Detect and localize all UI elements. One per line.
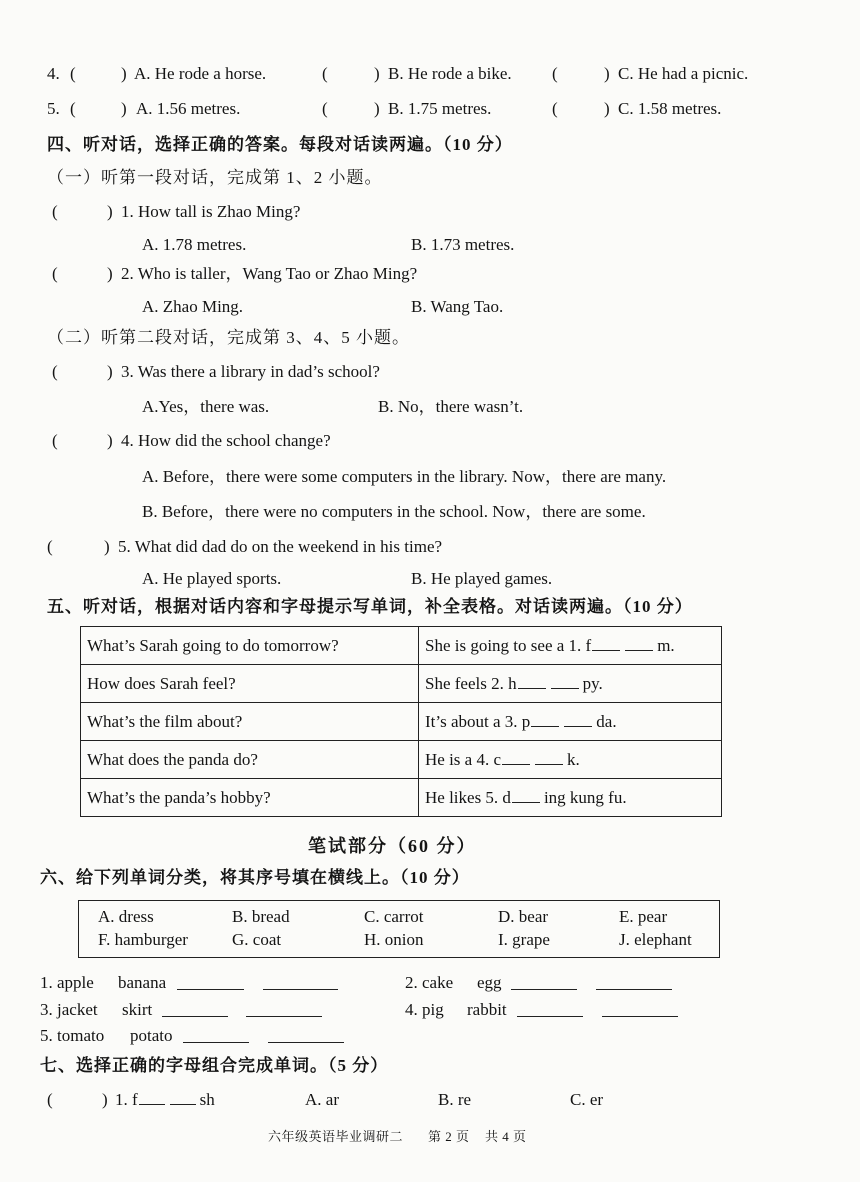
table-question: What’s the film about? (81, 703, 419, 741)
answer-bracket-close: ) (107, 264, 113, 283)
answer-bracket-close: ) (604, 64, 610, 83)
table-question: What’s Sarah going to do tomorrow? (81, 627, 419, 665)
table-row (81, 627, 722, 665)
question-3-options (0, 397, 860, 419)
question-1-options (0, 235, 860, 257)
group-word: banana (118, 973, 167, 992)
letter-blank (512, 788, 540, 803)
answer-suffix: m. (657, 635, 675, 655)
table-row (81, 741, 722, 779)
listening-item-4 (0, 64, 860, 86)
answer-line (602, 1000, 678, 1017)
word-bank-item: F. hamburger (98, 930, 188, 949)
option-a: A. Before，there were some computers in the library. Now，there are many. (142, 467, 667, 486)
option-b: B. re (438, 1090, 472, 1109)
answer-prefix: It’s about a 3. p (425, 711, 531, 731)
section-heading-4: 四、听对话，选择正确的答案。每段对话读两遍。（10 分） (47, 135, 513, 154)
classify-line-1 (0, 973, 860, 995)
letter-blank (518, 674, 546, 689)
option-a: A. ar (305, 1090, 339, 1109)
word-bank-item: B. bread (232, 907, 290, 926)
group-word: rabbit (467, 1000, 507, 1019)
word-bank-item: D. bear (498, 907, 549, 926)
footer-exam-title: 六年级英语毕业调研二 (268, 1129, 404, 1144)
answer-suffix: k. (567, 749, 580, 769)
answer-line (177, 973, 244, 990)
answer-line (596, 973, 672, 990)
word-bank-item: A. dress (98, 907, 154, 926)
item-number: 5. (47, 99, 60, 118)
answer-bracket-close: ) (107, 202, 113, 221)
answer-line (183, 1026, 249, 1043)
group-label: 4. pig (405, 1000, 444, 1019)
group-label: 5. tomato (40, 1026, 105, 1045)
option-a: A. Zhao Ming. (142, 297, 244, 316)
answer-bracket-close: ) (121, 99, 127, 118)
question-4 (0, 431, 860, 453)
answer-line (517, 1000, 583, 1017)
option-c: C. er (570, 1090, 604, 1109)
option-b: B. 1.73 metres. (411, 235, 515, 254)
answer-line (268, 1026, 344, 1043)
answer-suffix: py. (582, 673, 603, 693)
option-b: B. 1.75 metres. (388, 99, 492, 118)
word-bank-item: H. onion (364, 930, 424, 949)
written-part-title: 笔试部分（60 分） (308, 836, 477, 856)
answer-bracket-open: ( (52, 202, 58, 221)
word-bank (78, 900, 720, 958)
option-b: B. No，there wasn’t. (378, 397, 524, 416)
question-text: 5. What did dad do on the weekend in his time? (118, 537, 443, 556)
letter-blank (535, 750, 563, 765)
letter-question-1 (0, 1090, 860, 1112)
option-a: A. 1.78 metres. (142, 235, 247, 254)
table-question: What’s the panda’s hobby? (81, 779, 419, 817)
section-heading-6: 六、给下列单词分类，将其序号填在横线上。（10 分） (40, 868, 470, 887)
answer-bracket-open: ( (47, 537, 53, 556)
answer-bracket-open: ( (52, 431, 58, 450)
option-b: B. He played games. (411, 569, 553, 588)
classify-line-2 (0, 1000, 860, 1022)
letter-blank (592, 636, 620, 651)
section-heading-7: 七、选择正确的字母组合完成单词。（5 分） (40, 1056, 389, 1075)
option-a: A. He played sports. (142, 569, 282, 588)
table-answer (419, 627, 722, 665)
answer-bracket-open: ( (322, 64, 328, 83)
table-row (81, 665, 722, 703)
answer-bracket-close: ) (107, 431, 113, 450)
table-row (81, 703, 722, 741)
dialogue-table (80, 626, 722, 817)
group-label: 3. jacket (40, 1000, 98, 1019)
answer-bracket-open: ( (552, 64, 558, 83)
option-a: A.Yes，there was. (142, 397, 270, 416)
footer-page-number: 第 2 页 (428, 1129, 470, 1144)
answer-prefix: He is a 4. c (425, 749, 502, 769)
answer-prefix: She feels 2. h (425, 673, 517, 693)
question-4-option-a (0, 467, 860, 489)
answer-bracket-close: ) (102, 1090, 108, 1109)
table-answer (419, 741, 722, 779)
question-1 (0, 202, 860, 224)
answer-suffix: da. (596, 711, 617, 731)
answer-bracket-close: ) (604, 99, 610, 118)
question-4-option-b (0, 502, 860, 524)
answer-bracket-open: ( (52, 264, 58, 283)
answer-line (263, 973, 338, 990)
letter-blanks (517, 674, 583, 693)
puzzle-suffix: sh (199, 1090, 215, 1109)
letter-blank (502, 750, 530, 765)
listening-item-5 (0, 99, 860, 121)
option-a: A. 1.56 metres. (136, 99, 241, 118)
letter-blanks (511, 788, 544, 807)
group-word: egg (477, 973, 502, 992)
letter-blank (531, 712, 559, 727)
letter-blank (564, 712, 592, 727)
word-bank-item: J. elephant (619, 930, 692, 949)
answer-bracket-close: ) (374, 99, 380, 118)
question-2 (0, 264, 860, 286)
answer-bracket-open: ( (52, 362, 58, 381)
table-answer (419, 703, 722, 741)
footer-page-total: 共 4 页 (485, 1129, 527, 1144)
option-b: B. Wang Tao. (411, 297, 504, 316)
letter-blanks (530, 712, 596, 731)
word-bank-item: I. grape (498, 930, 550, 949)
answer-suffix: ing kung fu. (543, 787, 627, 807)
answer-bracket-open: ( (70, 99, 76, 118)
question-5-options (0, 569, 860, 591)
answer-line (511, 973, 577, 990)
word-bank-item: G. coat (232, 930, 282, 949)
answer-prefix: He likes 5. d (425, 787, 511, 807)
table-question: What does the panda do? (81, 741, 419, 779)
letter-blank (551, 674, 579, 689)
answer-bracket-close: ) (374, 64, 380, 83)
group-instruction-1: （一）听第一段对话，完成第 1、2 小题。 (47, 168, 383, 187)
group-label: 1. apple (40, 973, 94, 992)
group-label: 2. cake (405, 973, 454, 992)
table-question: How does Sarah feel? (81, 665, 419, 703)
question-2-options (0, 297, 860, 319)
item-number: 4. (47, 64, 60, 83)
question-text: 4. How did the school change? (121, 431, 331, 450)
letter-blanks (138, 1090, 200, 1109)
table-row (81, 779, 722, 817)
question-text: 1. How tall is Zhao Ming? (121, 202, 301, 221)
letter-blanks (501, 750, 567, 769)
puzzle-prefix: 1. f (115, 1090, 138, 1109)
option-a: A. He rode a horse. (134, 64, 267, 83)
letter-blank (139, 1090, 165, 1105)
word-bank-item: C. carrot (364, 907, 424, 926)
group-word: potato (130, 1026, 173, 1045)
answer-prefix: She is going to see a 1. f (425, 635, 592, 655)
question-text: 3. Was there a library in dad’s school? (121, 362, 380, 381)
classify-line-3 (0, 1026, 860, 1048)
answer-bracket-close: ) (104, 537, 110, 556)
answer-bracket-close: ) (107, 362, 113, 381)
answer-bracket-open: ( (47, 1090, 53, 1109)
answer-line (162, 1000, 228, 1017)
answer-line (246, 1000, 322, 1017)
option-c: C. He had a picnic. (618, 64, 749, 83)
question-3 (0, 362, 860, 384)
group-instruction-2: （二）听第二段对话，完成第 3、4、5 小题。 (47, 328, 410, 347)
question-text: 2. Who is taller，Wang Tao or Zhao Ming? (121, 264, 418, 283)
option-b: B. Before，there were no computers in the school. Now，there are some. (142, 502, 646, 521)
answer-bracket-open: ( (70, 64, 76, 83)
option-c: C. 1.58 metres. (618, 99, 722, 118)
letter-blank (170, 1090, 196, 1105)
group-word: skirt (122, 1000, 153, 1019)
answer-bracket-open: ( (552, 99, 558, 118)
page-footer (0, 1128, 860, 1150)
word-puzzle (115, 1090, 215, 1110)
question-5 (0, 537, 860, 559)
option-b: B. He rode a bike. (388, 64, 512, 83)
word-bank-item: E. pear (619, 907, 668, 926)
letter-blanks (591, 636, 657, 655)
letter-blank (625, 636, 653, 651)
answer-bracket-close: ) (121, 64, 127, 83)
table-answer (419, 665, 722, 703)
answer-bracket-open: ( (322, 99, 328, 118)
table-answer (419, 779, 722, 817)
section-heading-5: 五、听对话，根据对话内容和字母提示写单词，补全表格。对话读两遍。（10 分） (47, 597, 693, 616)
